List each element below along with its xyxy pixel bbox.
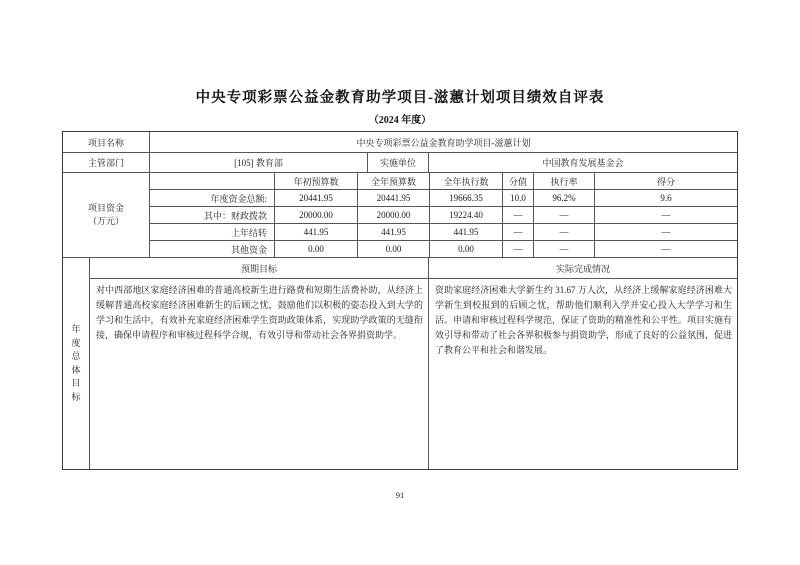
funds-row-carryover-label: 上年结转 — [230, 227, 267, 238]
funds-row-fiscal-label: 其中：财政拨款 — [203, 210, 267, 221]
funds-row-other-weight: — — [502, 241, 533, 257]
funds-row-total — [150, 189, 737, 206]
funds-row-other-executed: 0.00 — [429, 241, 502, 257]
funds-row-carryover — [150, 223, 737, 240]
funds-row-other — [150, 240, 737, 257]
funds-row-carryover-executed: 441.95 — [429, 224, 502, 240]
annual-goal-side-label: 年度总体目标 — [71, 324, 81, 402]
funds-header-initial-budget: 年初预算数 — [274, 173, 357, 189]
funds-row-fiscal-executed: 19224.40 — [429, 207, 502, 223]
funds-row-carryover-initial: 441.95 — [274, 224, 357, 240]
project-funds-side-label — [63, 173, 149, 257]
funds-row-other-score: — — [594, 241, 737, 257]
project-funds-side-label-line1: 项目资金 — [87, 203, 124, 213]
annual-goal-block — [63, 257, 737, 469]
page-number: 91 — [395, 490, 405, 500]
project-funds-block — [63, 172, 737, 257]
funds-row-carryover-rate: — — [533, 224, 594, 240]
funds-row-fiscal-rate: — — [533, 207, 594, 223]
annual-goal-main — [89, 258, 737, 469]
funds-row-total-executed: 19666.35 — [429, 190, 502, 206]
implementing-unit-value: 中国教育发展基金会 — [428, 153, 737, 172]
annual-goal-headers — [90, 258, 737, 278]
project-funds-grid — [149, 173, 737, 257]
funds-row-other-label: 其他资金 — [230, 244, 267, 255]
funds-row-fiscal-annual: 20000.00 — [357, 207, 429, 223]
funds-row-total-initial: 20441.95 — [274, 190, 357, 206]
funds-row-total-weight: 10.0 — [502, 190, 533, 206]
funds-row-other-annual: 0.00 — [357, 241, 429, 257]
project-name-row — [63, 132, 737, 152]
funds-row-other-initial: 0.00 — [274, 241, 357, 257]
funds-header-annual-budget: 全年预算数 — [357, 173, 429, 189]
department-row — [63, 152, 737, 172]
expected-goal-text: 对中西部地区家庭经济困难的普通高校新生进行路费和短期生活费补助，从经济上缓解普通高校家庭经济困难新生的后顾之忧，鼓励他们以积极的姿态投入到大学的学习和生活中，有效补充家庭经济困难学生资助政策体系，实现助学政策的无缝衔接，确保申请程序和审核过程科学合规，有效引导和带动社会各界捐资助学。 — [96, 285, 423, 340]
funds-header-execution-rate: 执行率 — [533, 173, 594, 189]
funds-row-fiscal-initial: 20000.00 — [274, 207, 357, 223]
funds-row-fiscal-score: — — [594, 207, 737, 223]
funds-row-carryover-annual: 441.95 — [357, 224, 429, 240]
funds-row-carryover-score: — — [594, 224, 737, 240]
funds-header-empty — [150, 173, 274, 189]
department-label: 主管部门 — [87, 158, 124, 168]
funds-row-fiscal — [150, 206, 737, 223]
implementing-unit-label: 实施单位 — [367, 153, 428, 172]
funds-row-carryover-weight: — — [502, 224, 533, 240]
funds-header-row — [150, 173, 737, 189]
document-title: 中央专项彩票公益金教育助学项目-滋蕙计划项目绩效自评表 — [195, 90, 605, 106]
project-name-label: 项目名称 — [87, 137, 124, 148]
funds-row-total-annual: 20441.95 — [357, 190, 429, 206]
self-evaluation-table — [62, 131, 738, 470]
funds-row-total-label: 年度资金总额: — [210, 193, 267, 204]
funds-row-other-rate: — — [533, 241, 594, 257]
project-name-value: 中央专项彩票公益金教育助学项目-滋蕙计划 — [149, 132, 737, 152]
actual-completion-header: 实际完成情况 — [428, 258, 737, 278]
funds-header-annual-execution: 全年执行数 — [429, 173, 502, 189]
funds-header-score: 得分 — [594, 173, 737, 189]
funds-row-fiscal-weight: — — [502, 207, 533, 223]
funds-header-score-weight: 分值 — [502, 173, 533, 189]
document-subtitle: （2024 年度） — [368, 115, 432, 126]
annual-goal-content — [90, 278, 737, 469]
funds-row-total-rate: 96.2% — [533, 190, 594, 206]
funds-row-total-score: 9.6 — [594, 190, 737, 206]
expected-goal-header: 预期目标 — [240, 263, 277, 274]
project-funds-side-label-line2: （万元） — [87, 216, 124, 226]
actual-completion-text: 资助家庭经济困难大学新生约 31.67 万人次，从经济上缓解家庭经济困难大学新生到校报到的后顾之忧，帮助他们顺利入学并安心投入大学学习和生活。申请和审核过程科学规范，保证了资助的精准性和公平性。项目实施有效引导和带动了社会各界积极参与捐资助学，形成了良好的公益氛围，促进了教育公平和社会和谐发展。 — [428, 279, 737, 469]
annual-goal-side-cell — [63, 258, 89, 469]
department-value: [105] 教育部 — [149, 153, 367, 172]
